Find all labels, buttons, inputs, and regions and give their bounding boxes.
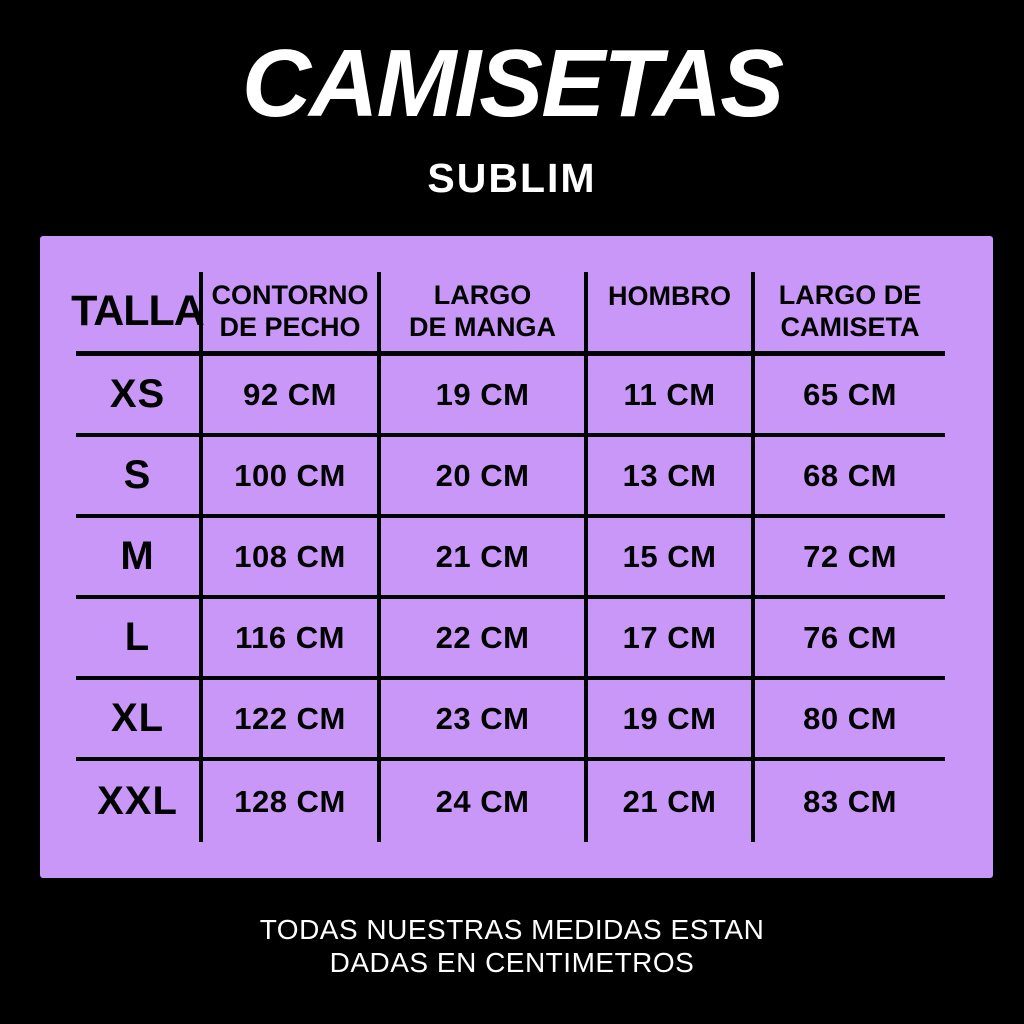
value-cell: 13 CM <box>584 437 751 518</box>
size-cell-l: L <box>76 599 199 680</box>
value-cell: 100 CM <box>199 437 377 518</box>
header-label: DE PECHO <box>219 311 361 342</box>
value-cell: 22 CM <box>377 599 584 680</box>
header-cell-talla <box>71 272 204 356</box>
value-cell: 116 CM <box>199 599 377 680</box>
value-cell: 24 CM <box>377 761 584 842</box>
value-cell: 17 CM <box>584 599 751 680</box>
value-cell: 19 CM <box>584 680 751 761</box>
value-cell: 76 CM <box>751 599 945 680</box>
page-title: CAMISETAS <box>241 30 783 137</box>
value-cell: 72 CM <box>751 518 945 599</box>
header-label: CAMISETA <box>780 311 920 342</box>
size-cell-m: M <box>76 518 199 599</box>
header-cell-hombro <box>584 272 751 356</box>
header-label: CONTORNO <box>211 279 369 310</box>
value-cell: 20 CM <box>377 437 584 518</box>
header-label: LARGO <box>433 279 532 310</box>
header-label: LARGO DE <box>778 279 922 310</box>
size-cell-s: S <box>76 437 199 518</box>
value-cell: 108 CM <box>199 518 377 599</box>
value-cell: 11 CM <box>584 356 751 437</box>
size-cell-xl: XL <box>76 680 199 761</box>
header-label: TALLA <box>71 287 204 336</box>
value-cell: 15 CM <box>584 518 751 599</box>
value-cell: 122 CM <box>199 680 377 761</box>
header-cell-largo-de-manga <box>377 272 584 356</box>
value-cell: 128 CM <box>199 761 377 842</box>
footer-note-line2: DADAS EN CENTIMETROS <box>329 947 695 978</box>
value-cell: 68 CM <box>751 437 945 518</box>
value-cell: 65 CM <box>751 356 945 437</box>
footer-note <box>0 913 1024 979</box>
value-cell: 21 CM <box>377 518 584 599</box>
header-label: HOMBRO <box>608 280 731 311</box>
value-cell: 83 CM <box>751 761 945 842</box>
value-cell: 21 CM <box>584 761 751 842</box>
value-cell: 92 CM <box>199 356 377 437</box>
size-table-panel <box>40 236 993 878</box>
size-cell-xs: XS <box>76 356 199 437</box>
subtitle: SUBLIM <box>427 155 597 201</box>
header-cell-largo-de-camiseta <box>751 272 945 356</box>
footer-note-line1: TODAS NUESTRAS MEDIDAS ESTAN <box>259 914 765 945</box>
value-cell: 19 CM <box>377 356 584 437</box>
size-table <box>71 272 945 842</box>
header-label: DE MANGA <box>409 311 556 342</box>
value-cell: 80 CM <box>751 680 945 761</box>
value-cell: 23 CM <box>377 680 584 761</box>
header-cell-contorno-de-pecho <box>199 272 377 356</box>
size-cell-xxl: XXL <box>97 779 178 823</box>
